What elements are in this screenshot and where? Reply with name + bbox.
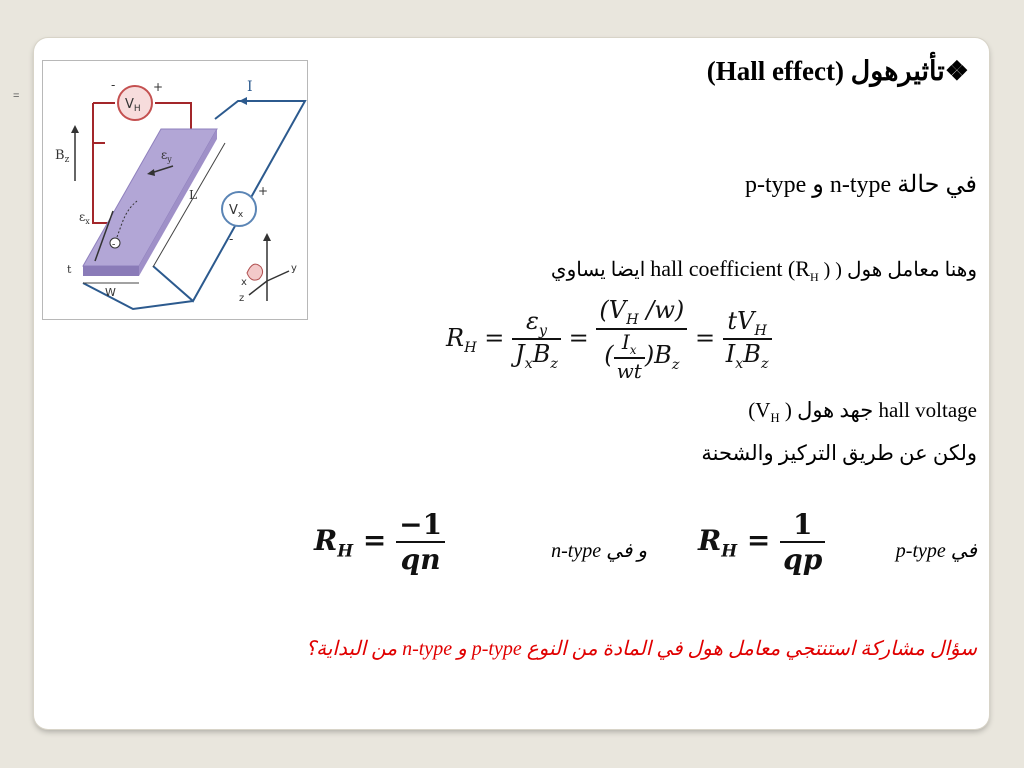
hall-effect-diagram: [42, 60, 308, 320]
electron-sign: -: [112, 239, 116, 250]
ntype-eq-lhs: $R_H$: [314, 523, 354, 561]
hall-voltage-suffix: ) جهد هول hall voltage: [779, 398, 977, 422]
hall-effect-svg: [43, 61, 307, 319]
vx-meter: [222, 192, 256, 226]
eq-lhs: $R_H$: [446, 323, 477, 356]
vx-plus: +: [258, 184, 269, 198]
length-label: L: [189, 188, 197, 202]
hall-coefficient-line: [551, 256, 977, 285]
ntype-equation: $R_H$ = $\frac{-1}{qn}$: [314, 508, 445, 576]
vh-minus: -: [111, 78, 116, 92]
hall-coefficient-equation: $R_H$ = $\frac{\varepsilon_y}{J_xB_z}$ = ($V_H$ /w) ( $\frac{I_x}{wt}$ )$B_z$ = $\frac{tV_H}{I_xB_z}$: [446, 296, 772, 383]
ntype-label: و في n-type: [551, 540, 647, 562]
current-arrowhead: [239, 97, 247, 105]
ntype-eq-fraction: $\frac{-1}{qn}$: [396, 508, 445, 576]
axis-y-line: [267, 271, 289, 281]
ex-label: $\varepsilon_x$: [79, 210, 90, 226]
axis-y-label: y: [291, 263, 297, 274]
axis-z-label: z: [239, 293, 245, 304]
vx-minus: -: [229, 232, 234, 246]
axis-x-label: x: [241, 277, 247, 288]
ptype-eq-fraction: $\frac{1}{qp}$: [780, 508, 825, 576]
vh-meter: [118, 86, 152, 120]
hall-voltage-prefix: (V: [748, 398, 771, 422]
ntype-ptype-line: في حالة n-type و p-type: [744, 172, 977, 198]
ptype-eq-lhs: $R_H$: [698, 523, 738, 561]
axis-z-arrowhead: [263, 233, 271, 241]
vh-meter-label: $V_H$: [125, 97, 141, 114]
width-label: W: [105, 286, 116, 299]
eq-fraction-1: $\frac{\varepsilon_y}{J_xB_z}$: [512, 307, 561, 373]
ey-label: $\varepsilon_y$: [161, 148, 172, 164]
hall-coeff-sub: H: [809, 270, 819, 284]
eq-fraction-3: $\frac{tV_H}{I_xB_z}$: [723, 307, 772, 373]
right-hand-rule-icon: [247, 264, 263, 280]
axis-x-line: [249, 281, 267, 295]
hall-voltage-sub: H: [770, 411, 780, 426]
current-label: I: [247, 79, 253, 95]
thickness-label: t: [67, 263, 72, 276]
vh-plus: +: [153, 80, 164, 94]
ptype-label: في p-type: [895, 540, 977, 562]
vx-meter-label: $V_x$: [229, 203, 244, 220]
hall-coeff-text: hall coefficient (R: [650, 256, 810, 281]
slab-front-face: [83, 266, 139, 276]
slide-title: ❖تأثيرهول (Hall effect): [706, 56, 969, 86]
bz-label: $B_z$: [55, 148, 70, 165]
participation-question: سؤال مشاركة استنتجي معامل هول في المادة من النوع p-type و n-type من البداية؟: [305, 638, 977, 660]
hall-voltage-line: [748, 398, 977, 426]
bz-arrowhead: [71, 125, 79, 133]
slide: [34, 38, 989, 729]
hall-coeff-suffix: ) ايضا يساوي: [550, 259, 831, 281]
concentration-charge-line: ولكن عن طريق التركيز والشحنة: [701, 441, 977, 465]
background-marker: =: [13, 90, 20, 102]
hall-coeff-prefix: وهنا معامل هول (: [830, 259, 977, 281]
ptype-equation: $R_H$ = $\frac{1}{qp}$: [698, 508, 825, 576]
eq-fraction-2: ($V_H$ /w) ( $\frac{I_x}{wt}$ )$B_z$: [596, 296, 687, 383]
